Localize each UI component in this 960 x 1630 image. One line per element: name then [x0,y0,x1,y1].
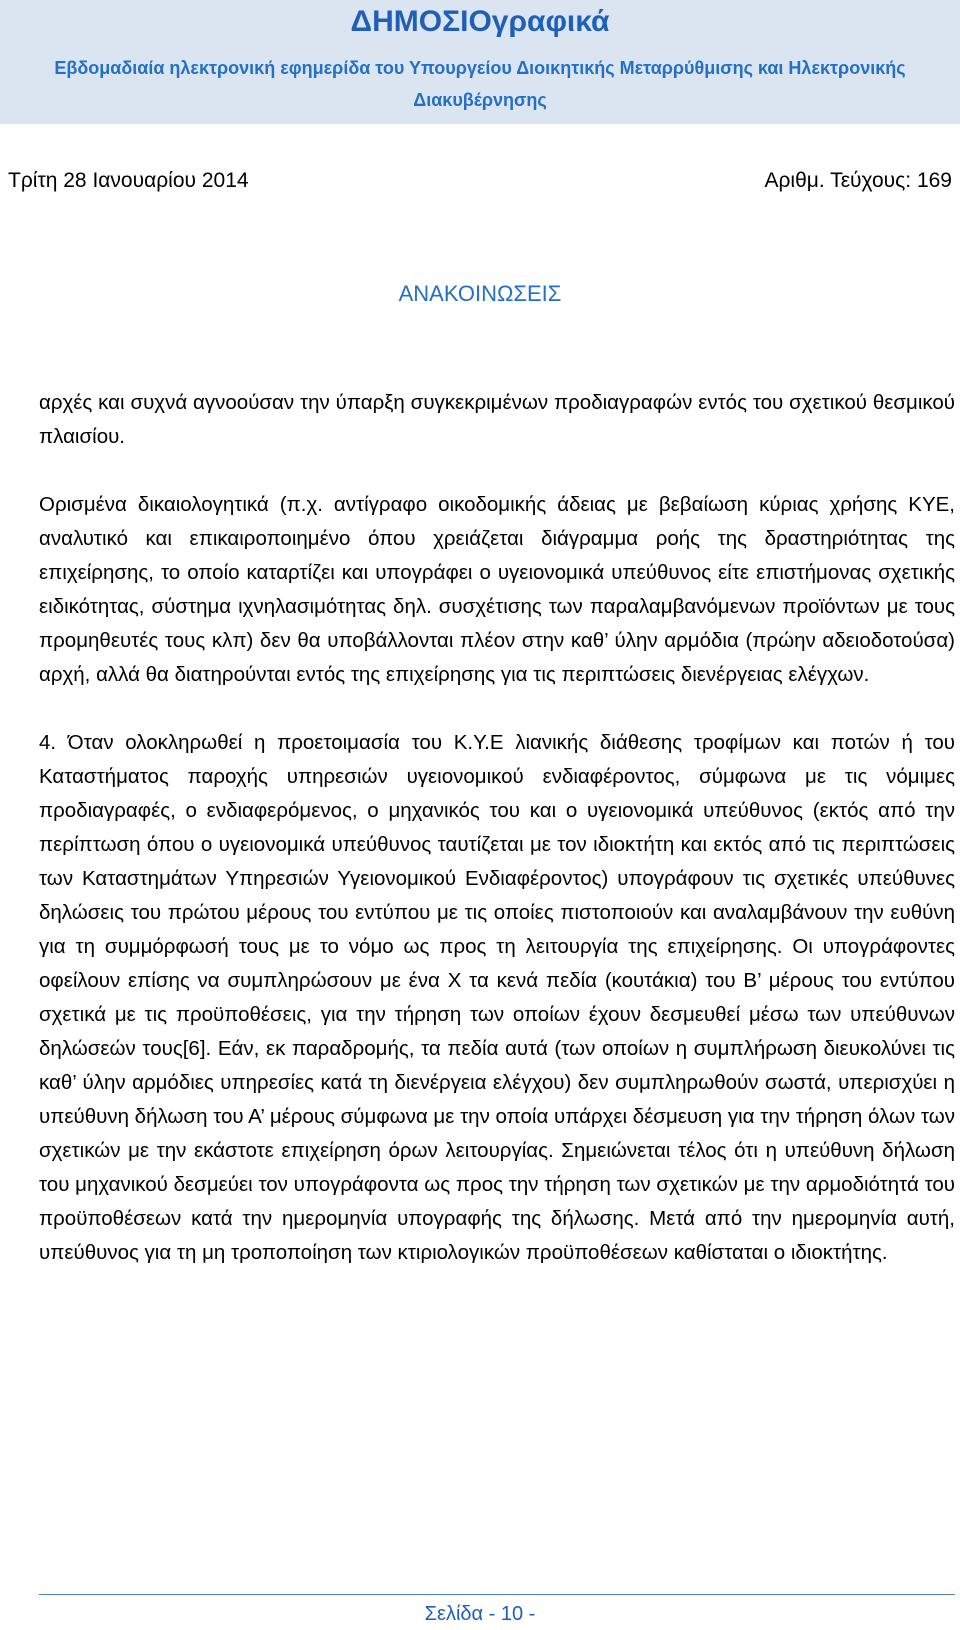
masthead [0,0,960,124]
paragraph-spacer [39,692,955,726]
paragraph-spacer [39,454,955,488]
article-paragraph: 4. Όταν ολοκληρωθεί η προετοιμασία του Κ.Υ.Ε λιανικής διάθεσης τροφίμων και ποτών ή του Καταστήματος παροχής υπηρεσιών υγειονομικού ενδιαφέροντος, σύμφωνα με τις νόμιμες προδιαγραφές, ο ενδιαφερόμενος, ο μηχανικός του και ο υγειονομικά υπεύθυνος (εκτός από την περίπτωση όπου ο υγειονομικά υπεύθυνος ταυτίζεται με τον ιδιοκτήτη και εκτός από τις περιπτώσεις των Καταστημάτων Υπηρεσιών Υγειονομικού Ενδιαφέροντος) υπογράφουν τις σχετικές υπεύθυνες δηλώσεις του πρώτου μέρους του εντύπου με τις οποίες πιστοποιούν και αναλαμβάνουν την ευθύνη για τη συμμόρφωσή τους με το νόμο ως προς τη λειτουργία της επιχείρησης. Οι υπογράφοντες οφείλουν επίσης να συμπληρώσουν με ένα Χ τα κενά πεδία (κουτάκια) του Β’ μέρους του εντύπου σχετικά με τις προϋποθέσεις, για την τήρηση των οποίων έχουν δεσμευθεί μέσω των υπεύθυνων δηλώσεών τους[6]. Εάν, εκ παραδρομής, τα πεδία αυτά (των οποίων η συμπλήρωση διευκολύνει τις καθ’ ύλην αρμόδιες υπηρεσίες κατά τη διενέργεια ελέγχου) δεν συμπληρωθούν σωστά, υπερισχύει η υπεύθυνη δήλωση του Α’ μέρους σύμφωνα με την οποία υπάρχει δέσμευση για την τήρηση όλων των σχετικών με την εκάστοτε επιχείρηση όρων λειτουργίας. Σημειώνεται τέλος ότι η υπεύθυνη δήλωση του μηχανικού δεσμεύει τον υπογράφοντα ως προς την τήρηση των σχετικών με την αρμοδιότητά του προϋποθέσεων κατά την ημερομηνία υπογραφής της δήλωσης. Μετά από την ημερομηνία αυτή, υπεύθυνος για τη μη τροποποίηση των κτιριολογικών προϋποθέσεων καθίσταται ο ιδιοκτήτης. [39,731,955,1264]
page-number: Σελίδα - 10 - [424,1603,536,1625]
issue-date: Τρίτη 28 Ιανουαρίου 2014 [8,169,249,192]
article-paragraph: Ορισμένα δικαιολογητικά (π.χ. αντίγραφο οικοδομικής άδειας με βεβαίωση κύριας χρήσης ΚΥΕ, αναλυτικό και επικαιροποιημένο όπου χρειάζεται διάγραμμα ροής της δραστηριότητας της επιχείρησης, το οποίο καταρτίζει και υπογράφει ο υγειονομικά υπεύθυνος είτε επιστήμονας σχετικής ειδικότητας, σύστημα ιχνηλασιμότητας δηλ. συσχέτισης των παραλαμβανόμενων προϊόντων με τους προμηθευτές τους κλπ) δεν θα υποβάλλονται πλέον στην καθ’ ύλην αρμόδια (πρώην αδειοδοτούσα) αρχή, αλλά θα διατηρούνται εντός της επιχείρησης για τις περιπτώσεις διενέργειας ελέγχων. [39,493,955,686]
footer-divider [39,1594,955,1595]
article-paragraph: αρχές και συχνά αγνοούσαν την ύπαρξη συγκεκριμένων προδιαγραφών εντός του σχετικού θεσμικού πλαισίου. [39,391,955,448]
issue-line [8,168,952,194]
newsletter-title: ΔΗΜΟΣΙΟγραφικά [350,5,610,38]
newsletter-subtitle: Εβδομαδιαία ηλεκτρονική εφημερίδα του Υπουργείου Διοικητικής Μεταρρύθμισης και Ηλεκτρονικής Διακυβέρνησης [54,58,906,110]
issue-number: Αριθμ. Τεύχους: 169 [764,169,952,192]
section-heading: ΑΝΑΚΟΙΝΩΣΕΙΣ [398,281,562,306]
article-body [39,386,955,1270]
